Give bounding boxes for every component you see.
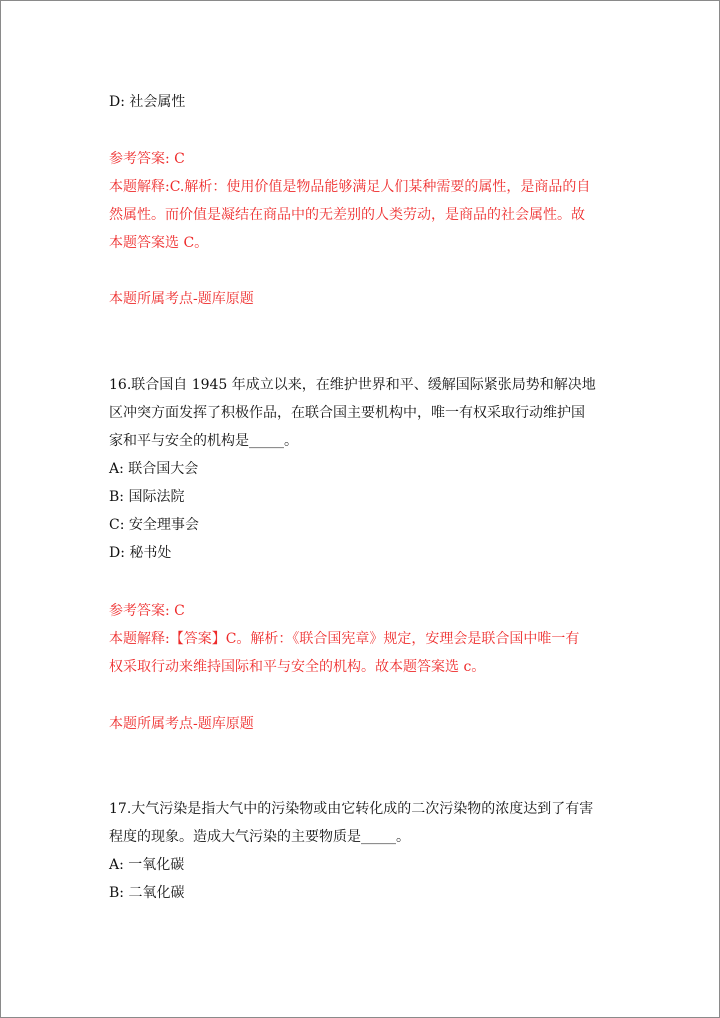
q16-explanation-line-1: 本题解释:【答案】C。解析：《联合国宪章》规定，安理会是联合国中唯一有 (109, 631, 580, 647)
q16-question-line-1: 16.联合国自 1945 年成立以来，在维护世界和平、缓解国际紧张局势和解决地 (109, 377, 596, 393)
q16-answer: 参考答案: C (109, 603, 185, 619)
q16-question-line-3: 家和平与安全的机构是_____。 (109, 433, 298, 449)
q15-source: 本题所属考点-题库原题 (109, 291, 254, 307)
q16-question-line-2: 区冲突方面发挥了积极作品，在联合国主要机构中，唯一有权采取行动维护国 (109, 405, 585, 421)
q17-question-line-2: 程度的现象。造成大气污染的主要物质是_____。 (109, 829, 410, 845)
q15-option-d: D: 社会属性 (109, 94, 186, 110)
q15-explanation-line-1: 本题解释:C.解析：使用价值是物品能够满足人们某种需要的属性，是商品的自 (109, 179, 591, 195)
q17-option-a: A: 一氧化碳 (109, 857, 185, 873)
q16-option-b: B: 国际法院 (109, 489, 185, 505)
q17-option-b: B: 二氧化碳 (109, 885, 185, 901)
q15-answer: 参考答案: C (109, 151, 185, 167)
q16-source: 本题所属考点-题库原题 (109, 716, 254, 732)
q17-question-line-1: 17.大气污染是指大气中的污染物或由它转化成的二次污染物的浓度达到了有害 (109, 801, 594, 817)
q16-option-a: A: 联合国大会 (109, 461, 199, 477)
q15-explanation-line-2: 然属性。而价值是凝结在商品中的无差别的人类劳动，是商品的社会属性。故 (109, 207, 585, 223)
q16-option-d: D: 秘书处 (109, 545, 172, 561)
q16-option-c: C: 安全理事会 (109, 517, 199, 533)
q15-explanation-line-3: 本题答案选 C。 (109, 235, 209, 251)
q16-explanation-line-2: 权采取行动来维持国际和平与安全的机构。故本题答案选 c。 (109, 659, 486, 675)
